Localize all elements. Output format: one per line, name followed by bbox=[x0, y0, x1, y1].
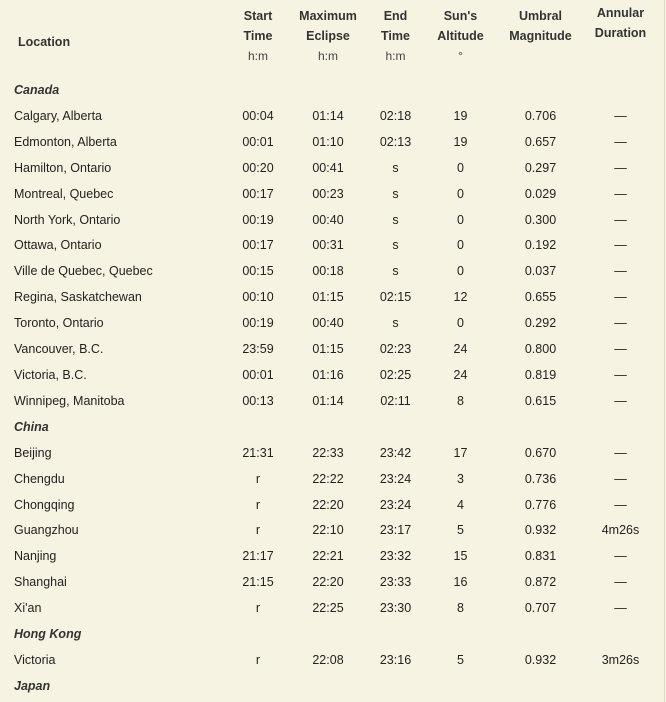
location-cell: Edmonton, Alberta bbox=[14, 134, 117, 149]
end-time-cell: 23:17 bbox=[379, 523, 412, 538]
location-cell: North York, Ontario bbox=[14, 212, 121, 227]
sun-altitude-cell: 17 bbox=[453, 445, 468, 460]
umbral-magnitude-cell: 0.932 bbox=[524, 652, 557, 667]
annular-duration-cell: — bbox=[614, 575, 627, 590]
annular-duration-cell: — bbox=[614, 316, 627, 331]
group-header-row bbox=[8, 415, 658, 441]
annular-duration-cell: — bbox=[614, 108, 627, 123]
location-cell: Shanghai bbox=[14, 575, 67, 590]
max-eclipse-cell: 22:33 bbox=[312, 445, 344, 460]
sun-altitude-cell: 15 bbox=[453, 549, 468, 564]
max-eclipse-cell: 22:20 bbox=[312, 575, 344, 590]
annular-duration-cell: — bbox=[614, 549, 627, 564]
start-time-cell: 00:01 bbox=[242, 367, 274, 382]
location-cell: Victoria, B.C. bbox=[14, 367, 87, 382]
table-body bbox=[8, 78, 658, 700]
start-time-cell: 00:17 bbox=[242, 238, 274, 253]
end-time-cell: 02:15 bbox=[379, 290, 412, 305]
location-cell: Winnipeg, Manitoba bbox=[14, 393, 125, 408]
sun-altitude-cell: 24 bbox=[453, 342, 468, 357]
header-mag-line1: Umbral bbox=[518, 9, 563, 23]
sun-altitude-cell: 0 bbox=[457, 238, 464, 253]
end-time-cell: s bbox=[392, 264, 399, 279]
end-time-cell: s bbox=[392, 212, 399, 227]
annular-duration-cell: 3m26s bbox=[601, 652, 640, 667]
header-sun-altitude bbox=[423, 6, 498, 78]
header-alt-unit: ° bbox=[458, 49, 463, 63]
max-eclipse-cell: 22:21 bbox=[312, 549, 344, 564]
max-eclipse-cell: 01:15 bbox=[312, 290, 344, 305]
sun-altitude-cell: 24 bbox=[453, 367, 468, 382]
annular-duration-cell: — bbox=[614, 290, 627, 305]
start-time-cell: r bbox=[255, 652, 261, 667]
annular-duration-cell: — bbox=[614, 471, 627, 486]
header-alt-line1: Sun's bbox=[443, 9, 478, 23]
end-time-cell: 02:25 bbox=[379, 367, 412, 382]
sun-altitude-cell: 19 bbox=[453, 108, 468, 123]
annular-duration-cell: — bbox=[614, 445, 627, 460]
start-time-cell: 00:13 bbox=[242, 393, 274, 408]
header-dur-line1: Annular bbox=[596, 6, 645, 20]
umbral-magnitude-cell: 0.300 bbox=[524, 212, 557, 227]
max-eclipse-cell: 22:20 bbox=[312, 497, 344, 512]
annular-duration-cell: — bbox=[614, 134, 627, 149]
umbral-magnitude-cell: 0.736 bbox=[524, 471, 557, 486]
group-name: Canada bbox=[14, 83, 60, 97]
end-time-cell: 23:30 bbox=[379, 601, 412, 616]
umbral-magnitude-cell: 0.707 bbox=[524, 601, 557, 616]
table-row bbox=[8, 570, 658, 596]
max-eclipse-cell: 00:31 bbox=[312, 238, 344, 253]
sun-altitude-cell: 5 bbox=[457, 523, 464, 538]
umbral-magnitude-cell: 0.819 bbox=[524, 367, 557, 382]
eclipse-table bbox=[8, 6, 658, 700]
umbral-magnitude-cell: 0.292 bbox=[524, 316, 557, 331]
header-end-line1: End bbox=[383, 9, 408, 23]
header-umbral-magnitude bbox=[498, 6, 583, 78]
umbral-magnitude-cell: 0.657 bbox=[524, 134, 557, 149]
table-header-row bbox=[8, 6, 658, 78]
annular-duration-cell: — bbox=[614, 160, 627, 175]
start-time-cell: r bbox=[255, 601, 261, 616]
table-row bbox=[8, 493, 658, 519]
umbral-magnitude-cell: 0.831 bbox=[524, 549, 557, 564]
sun-altitude-cell: 3 bbox=[457, 471, 464, 486]
table-row bbox=[8, 104, 658, 130]
annular-duration-cell: — bbox=[614, 393, 627, 408]
annular-duration-cell: — bbox=[614, 367, 627, 382]
table-row bbox=[8, 518, 658, 544]
max-eclipse-cell: 00:18 bbox=[312, 264, 344, 279]
header-mag-line2: Magnitude bbox=[509, 29, 572, 43]
location-cell: Hamilton, Ontario bbox=[14, 160, 112, 175]
start-time-cell: 00:01 bbox=[242, 134, 274, 149]
umbral-magnitude-cell: 0.615 bbox=[524, 393, 557, 408]
location-cell: Chengdu bbox=[14, 471, 65, 486]
max-eclipse-cell: 01:15 bbox=[312, 342, 344, 357]
max-eclipse-cell: 22:22 bbox=[312, 471, 344, 486]
location-cell: Chongqing bbox=[14, 497, 75, 512]
start-time-cell: 00:17 bbox=[242, 186, 274, 201]
annular-duration-cell: — bbox=[614, 601, 627, 616]
header-max-line1: Maximum bbox=[299, 9, 357, 23]
end-time-cell: 02:23 bbox=[379, 342, 412, 357]
start-time-cell: r bbox=[255, 497, 261, 512]
header-location: Location bbox=[18, 35, 71, 49]
end-time-cell: 23:32 bbox=[379, 549, 412, 564]
location-cell: Beijing bbox=[14, 445, 52, 460]
umbral-magnitude-cell: 0.655 bbox=[524, 290, 557, 305]
max-eclipse-cell: 01:14 bbox=[312, 108, 344, 123]
umbral-magnitude-cell: 0.192 bbox=[524, 238, 557, 253]
header-end-time bbox=[368, 6, 423, 78]
location-cell: Regina, Saskatchewan bbox=[14, 290, 142, 305]
sun-altitude-cell: 16 bbox=[453, 575, 468, 590]
header-start-time bbox=[228, 6, 288, 78]
start-time-cell: 00:04 bbox=[242, 108, 274, 123]
umbral-magnitude-cell: 0.037 bbox=[524, 264, 557, 279]
header-dur-line2: Duration bbox=[594, 26, 647, 40]
end-time-cell: 23:16 bbox=[379, 652, 412, 667]
umbral-magnitude-cell: 0.872 bbox=[524, 575, 557, 590]
annular-duration-cell: — bbox=[614, 212, 627, 227]
location-cell: Toronto, Ontario bbox=[14, 316, 104, 331]
max-eclipse-cell: 01:14 bbox=[312, 393, 344, 408]
location-cell: Xi'an bbox=[14, 601, 42, 616]
location-cell: Vancouver, B.C. bbox=[14, 342, 104, 357]
end-time-cell: s bbox=[392, 186, 399, 201]
start-time-cell: r bbox=[255, 471, 261, 486]
max-eclipse-cell: 22:10 bbox=[312, 523, 344, 538]
umbral-magnitude-cell: 0.932 bbox=[524, 523, 557, 538]
table-row bbox=[8, 182, 658, 208]
location-cell: Guangzhou bbox=[14, 523, 79, 538]
start-time-cell: 21:31 bbox=[242, 445, 274, 460]
end-time-cell: 23:24 bbox=[379, 471, 412, 486]
header-alt-line2: Altitude bbox=[437, 29, 484, 43]
table-row bbox=[8, 544, 658, 570]
table-row bbox=[8, 156, 658, 182]
max-eclipse-cell: 01:16 bbox=[312, 367, 344, 382]
umbral-magnitude-cell: 0.670 bbox=[524, 445, 557, 460]
sun-altitude-cell: 19 bbox=[453, 134, 468, 149]
start-time-cell: 21:15 bbox=[242, 575, 274, 590]
start-time-cell: 00:10 bbox=[242, 290, 274, 305]
table-row bbox=[8, 259, 658, 285]
group-header-row bbox=[8, 78, 658, 104]
table-row bbox=[8, 648, 658, 674]
start-time-cell: 00:19 bbox=[242, 212, 274, 227]
table-row bbox=[8, 233, 658, 259]
max-eclipse-cell: 00:40 bbox=[312, 212, 344, 227]
group-name: China bbox=[14, 419, 49, 434]
annular-duration-cell: — bbox=[614, 497, 627, 512]
start-time-cell: 00:20 bbox=[242, 160, 274, 175]
end-time-cell: s bbox=[392, 316, 399, 331]
location-cell: Nanjing bbox=[14, 549, 57, 564]
location-cell: Ville de Quebec, Quebec bbox=[14, 264, 153, 279]
end-time-cell: 23:33 bbox=[379, 575, 412, 590]
umbral-magnitude-cell: 0.706 bbox=[524, 108, 557, 123]
end-time-cell: s bbox=[392, 160, 399, 175]
umbral-magnitude-cell: 0.029 bbox=[524, 186, 557, 201]
header-start-line1: Start bbox=[243, 9, 273, 23]
max-eclipse-cell: 00:40 bbox=[312, 316, 344, 331]
max-eclipse-cell: 22:25 bbox=[312, 601, 344, 616]
end-time-cell: 02:11 bbox=[380, 393, 411, 408]
table-row bbox=[8, 337, 658, 363]
sun-altitude-cell: 8 bbox=[457, 601, 464, 616]
sun-altitude-cell: 4 bbox=[457, 497, 464, 512]
header-maximum-eclipse bbox=[288, 6, 368, 78]
header-end-unit: h:m bbox=[385, 49, 406, 63]
sun-altitude-cell: 12 bbox=[453, 290, 468, 305]
table-row bbox=[8, 467, 658, 493]
sun-altitude-cell: 0 bbox=[457, 212, 464, 227]
table-row bbox=[8, 596, 658, 622]
annular-duration-cell: 4m26s bbox=[601, 523, 640, 538]
location-cell: Victoria bbox=[14, 652, 56, 667]
group-name: Hong Kong bbox=[14, 627, 82, 642]
end-time-cell: 23:24 bbox=[379, 497, 412, 512]
start-time-cell: 00:19 bbox=[242, 316, 274, 331]
umbral-magnitude-cell: 0.297 bbox=[524, 160, 557, 175]
group-header-row bbox=[8, 622, 658, 648]
annular-duration-cell: — bbox=[614, 264, 627, 279]
sun-altitude-cell: 0 bbox=[457, 186, 464, 201]
start-time-cell: 00:15 bbox=[242, 264, 274, 279]
start-time-cell: r bbox=[255, 523, 261, 538]
header-max-line2: Eclipse bbox=[306, 29, 350, 43]
table-row bbox=[8, 285, 658, 311]
sun-altitude-cell: 0 bbox=[457, 264, 464, 279]
max-eclipse-cell: 22:08 bbox=[312, 652, 344, 667]
table-row bbox=[8, 130, 658, 156]
table-row bbox=[8, 441, 658, 467]
table-row bbox=[8, 311, 658, 337]
end-time-cell: s bbox=[392, 238, 399, 253]
end-time-cell: 02:18 bbox=[379, 108, 412, 123]
header-end-line2: Time bbox=[381, 29, 410, 43]
group-name: Japan bbox=[14, 678, 51, 693]
end-time-cell: 02:13 bbox=[379, 134, 412, 149]
sun-altitude-cell: 0 bbox=[457, 316, 464, 331]
max-eclipse-cell: 00:41 bbox=[312, 160, 344, 175]
sun-altitude-cell: 0 bbox=[457, 160, 464, 175]
header-start-unit: h:m bbox=[247, 49, 268, 63]
header-annular-duration bbox=[583, 6, 658, 78]
umbral-magnitude-cell: 0.800 bbox=[524, 342, 557, 357]
max-eclipse-cell: 01:10 bbox=[312, 134, 344, 149]
max-eclipse-cell: 00:23 bbox=[312, 186, 344, 201]
location-cell: Ottawa, Ontario bbox=[14, 238, 102, 253]
sun-altitude-cell: 5 bbox=[457, 652, 464, 667]
sun-altitude-cell: 8 bbox=[457, 393, 464, 408]
table-row bbox=[8, 389, 658, 415]
start-time-cell: 23:59 bbox=[242, 342, 274, 357]
end-time-cell: 23:42 bbox=[379, 445, 412, 460]
group-header-row bbox=[8, 674, 658, 700]
table-row bbox=[8, 208, 658, 234]
location-cell: Montreal, Quebec bbox=[14, 186, 114, 201]
header-start-line2: Time bbox=[243, 29, 273, 43]
start-time-cell: 21:17 bbox=[242, 549, 274, 564]
header-max-unit: h:m bbox=[317, 49, 338, 63]
annular-duration-cell: — bbox=[614, 238, 627, 253]
annular-duration-cell: — bbox=[614, 342, 627, 357]
table-row bbox=[8, 363, 658, 389]
annular-duration-cell: — bbox=[614, 186, 627, 201]
umbral-magnitude-cell: 0.776 bbox=[524, 497, 557, 512]
location-cell: Calgary, Alberta bbox=[14, 108, 103, 123]
